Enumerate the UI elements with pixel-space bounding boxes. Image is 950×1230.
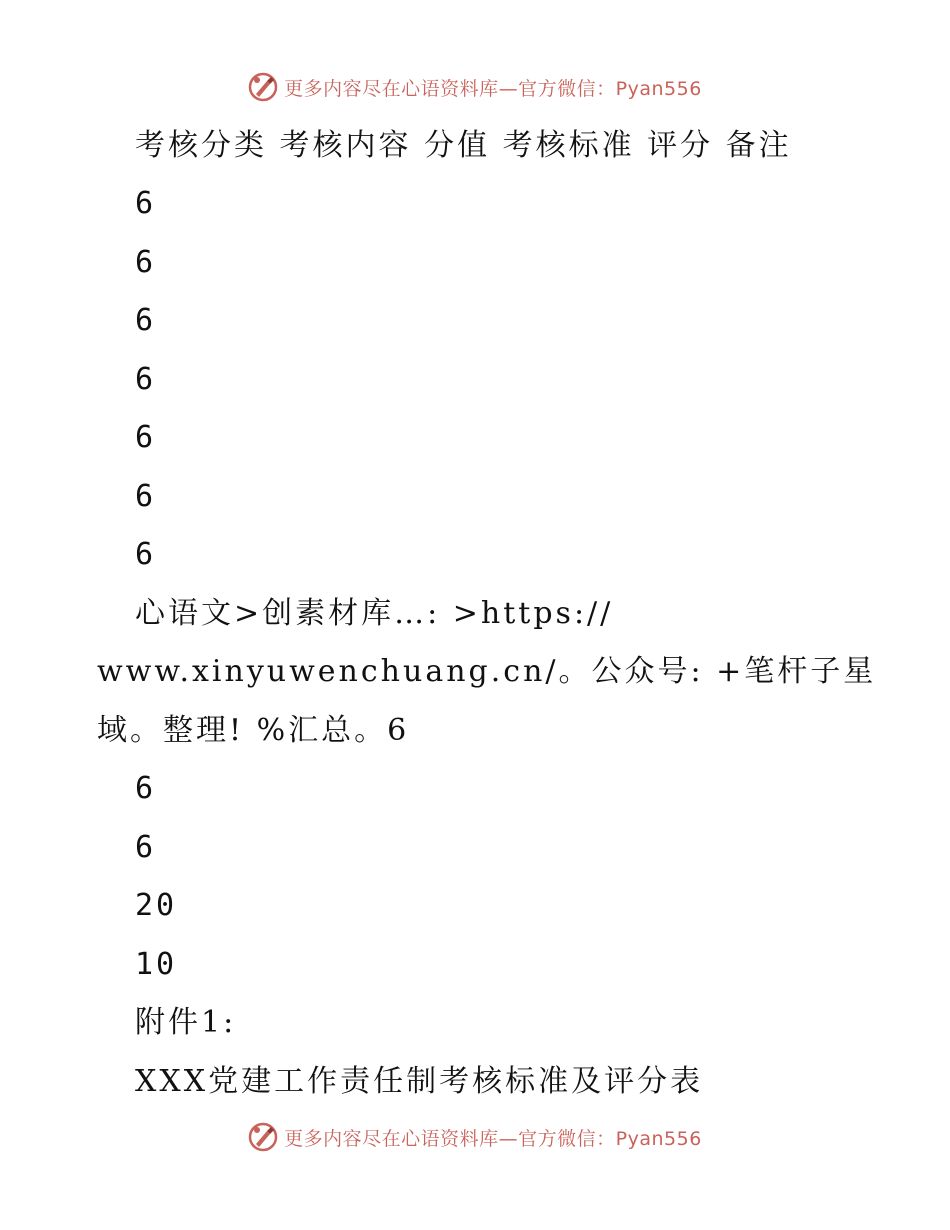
attachment-label: 附件1: bbox=[135, 1005, 237, 1040]
watermark-text: 更多内容尽在心语资料库—官方微信：Pyan556 bbox=[284, 1127, 702, 1150]
score-value: 6 bbox=[135, 186, 157, 221]
score-value: 6 bbox=[135, 362, 157, 397]
score-value: 6 bbox=[135, 479, 157, 514]
pen-logo-icon bbox=[248, 1122, 278, 1152]
footer-watermark bbox=[0, 1122, 950, 1152]
table-header-row: 考核分类 考核内容 分值 考核标准 评分 备注 bbox=[135, 128, 792, 163]
paragraph-line: 心语文>创素材库…: >https:// bbox=[135, 596, 614, 631]
score-value: 6 bbox=[135, 245, 157, 280]
score-value: 10 bbox=[135, 947, 178, 982]
score-value: 20 bbox=[135, 888, 178, 923]
score-value: 6 bbox=[135, 303, 157, 338]
paragraph-line: www.xinyuwenchuang.cn/。公众号: +笔杆子星 bbox=[97, 654, 877, 689]
score-value: 6 bbox=[135, 771, 157, 806]
score-value: 6 bbox=[135, 830, 157, 865]
paragraph-line: 域。整理! %汇总。6 bbox=[97, 713, 410, 748]
document-title: XXX党建工作责任制考核标准及评分表 bbox=[135, 1064, 704, 1099]
watermark-text: 更多内容尽在心语资料库—官方微信：Pyan556 bbox=[284, 77, 702, 100]
pen-logo-icon bbox=[248, 72, 278, 102]
header-watermark bbox=[0, 72, 950, 102]
score-value: 6 bbox=[135, 420, 157, 455]
score-value: 6 bbox=[135, 537, 157, 572]
